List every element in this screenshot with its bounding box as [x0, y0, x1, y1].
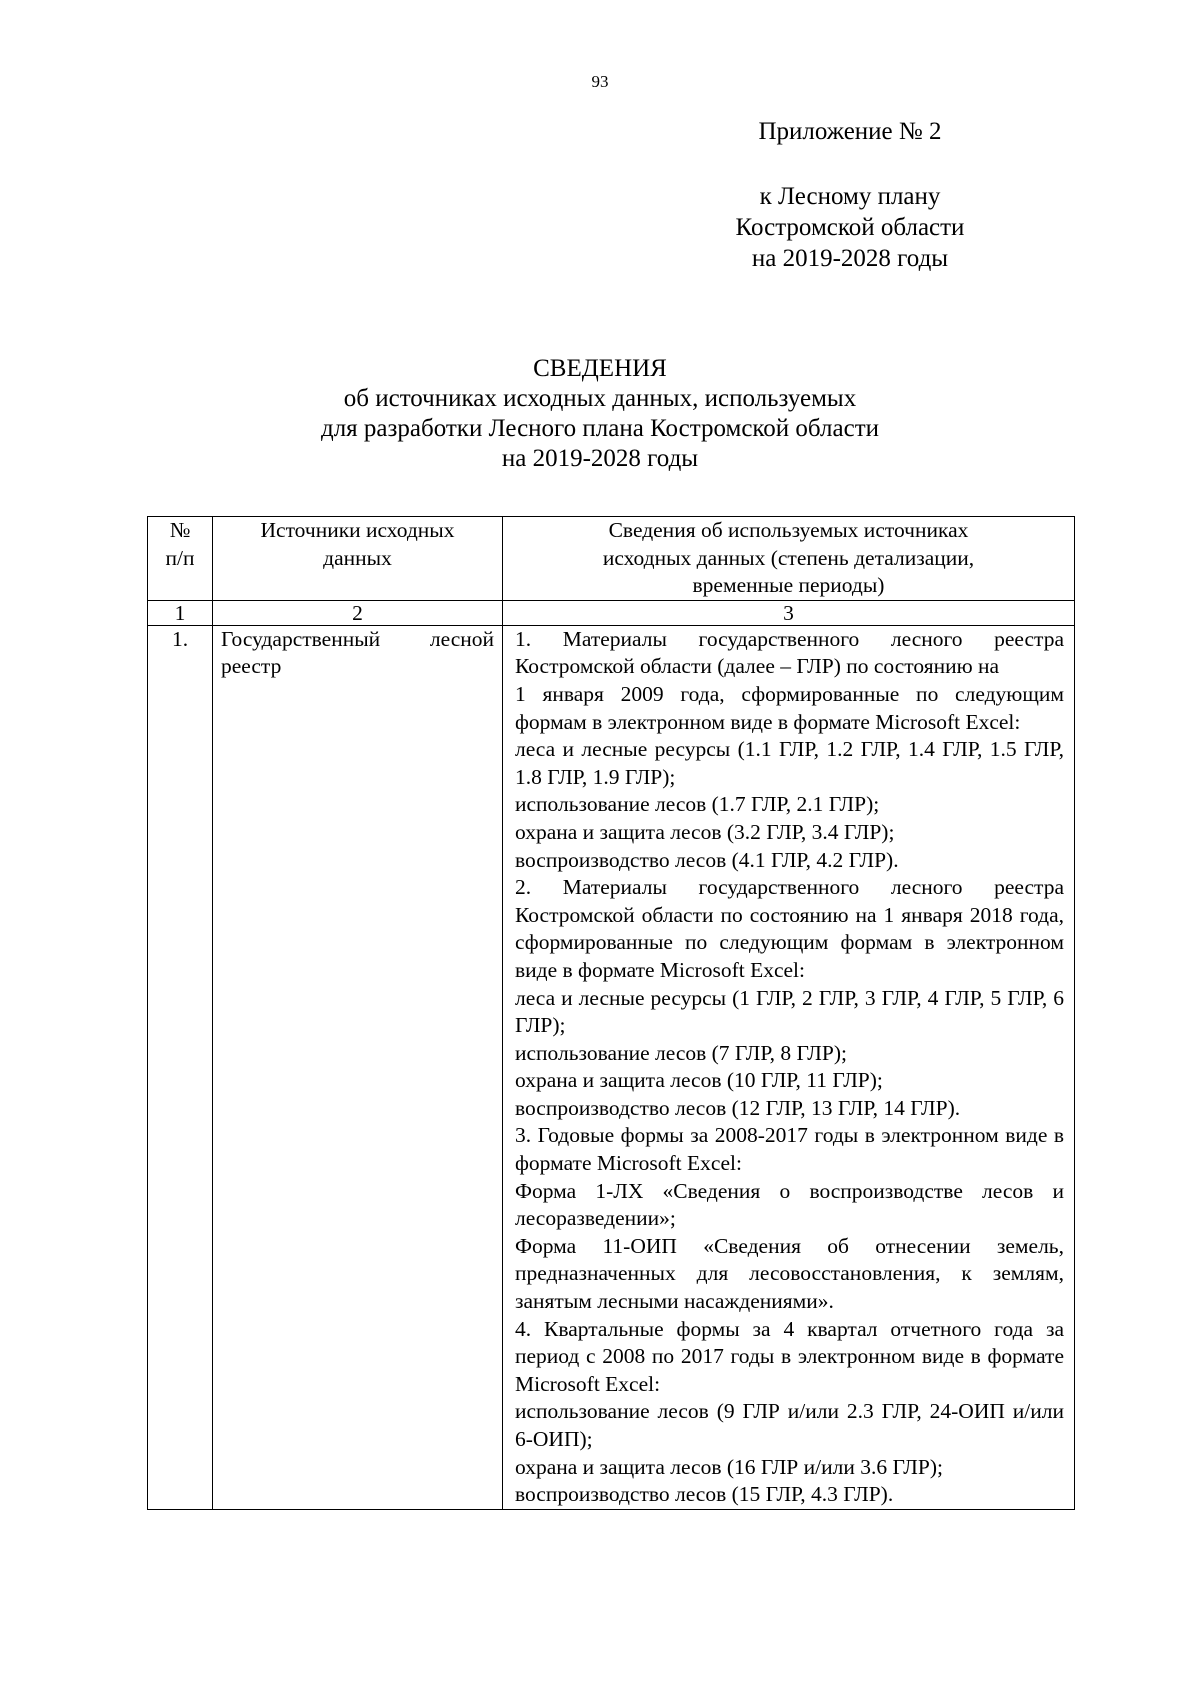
detail-line: леса и лесные ресурсы (1 ГЛР, 2 ГЛР, 3 ГЛР, 4 ГЛР, 5 ГЛР, 6 ГЛР);: [515, 985, 1064, 1038]
appendix-to-line: к Лесному плану: [759, 183, 941, 210]
detail-line: Форма 1-ЛХ «Сведения о воспроизводстве лесов и лесоразведении»;: [515, 1178, 1064, 1231]
detail-line: Форма 11-ОИП «Сведения об отнесении земель, предназначенных для лесовосстановления, к землям, занятым лесными насаждениями».: [515, 1233, 1064, 1314]
detail-line: 1. Материалы государственного лесного реестра Костромской области (далее – ГЛР) по состоянию на: [515, 626, 1064, 679]
column-number: 2: [213, 600, 503, 625]
table-header-row: [148, 517, 1075, 601]
appendix-spacer: [700, 147, 1000, 181]
sources-table: [147, 516, 1075, 1510]
column-number: 1: [148, 600, 213, 625]
detail-line: воспроизводство лесов (12 ГЛР, 13 ГЛР, 14 ГЛР).: [515, 1095, 961, 1120]
detail-line: леса и лесные ресурсы (1.1 ГЛР, 1.2 ГЛР, 1.4 ГЛР, 1.5 ГЛР, 1.8 ГЛР, 1.9 ГЛР);: [515, 737, 1064, 789]
row-index: 1.: [148, 625, 213, 1509]
title-subtitle-line: для разработки Лесного плана Костромской области: [320, 415, 880, 442]
detail-line: охрана и защита лесов (3.2 ГЛР, 3.4 ГЛР);: [515, 819, 895, 844]
row-source: Государственный лесной реестр: [213, 625, 503, 1509]
detail-line: 3. Годовые формы за 2008-2017 годы в электронном виде в формате Microsoft Excel:: [515, 1123, 1064, 1176]
appendix-to-line: Костромской области: [735, 214, 965, 241]
title-heading: СВЕДЕНИЯ: [533, 355, 667, 382]
detail-line: использование лесов (7 ГЛР, 8 ГЛР);: [515, 1040, 847, 1065]
appendix-block: [700, 116, 1000, 274]
document-title: [0, 354, 1200, 474]
page-number: 93: [591, 72, 609, 91]
detail-line: 4. Квартальные формы за 4 квартал отчетного года за период с 2008 по 2017 годы в электронном виде в формате Microsoft Excel:: [515, 1316, 1064, 1396]
table-row: [148, 625, 1075, 1509]
detail-line: использование лесов (9 ГЛР и/или 2.3 ГЛР, 24-ОИП и/или 6-ОИП);: [515, 1399, 1064, 1451]
header-details: Сведения об используемых источниках исходных данных (степень детализации, временные периоды): [503, 517, 1075, 601]
column-number: 3: [503, 600, 1075, 625]
column-number-row: [148, 600, 1075, 625]
detail-line: использование лесов (1.7 ГЛР, 2.1 ГЛР);: [515, 792, 880, 817]
row-details: [503, 625, 1075, 1509]
detail-line: 2. Материалы государственного лесного реестра Костромской области по состоянию на 1 января 2018 года, сформированные по следующим формам в электронном виде в формате Microsoft Excel:: [515, 875, 1064, 982]
detail-line: воспроизводство лесов (4.1 ГЛР, 4.2 ГЛР).: [515, 847, 899, 872]
appendix-number: Приложение № 2: [758, 118, 942, 145]
title-subtitle-line: об источниках исходных данных, используемых: [343, 385, 857, 412]
appendix-to-line: на 2019-2028 годы: [751, 245, 949, 272]
header-index: № п/п: [148, 517, 213, 601]
detail-line: охрана и защита лесов (10 ГЛР, 11 ГЛР);: [515, 1068, 883, 1093]
detail-line: 1 января 2009 года, сформированные по следующим формам в электронном виде в формате Microsoft Excel:: [515, 681, 1064, 734]
detail-line: охрана и защита лесов (16 ГЛР и/или 3.6 ГЛР);: [515, 1454, 943, 1479]
title-subtitle-line: на 2019-2028 годы: [501, 445, 699, 472]
header-source: Источники исходных данных: [213, 517, 503, 601]
detail-line: воспроизводство лесов (15 ГЛР, 4.3 ГЛР).: [515, 1482, 894, 1507]
